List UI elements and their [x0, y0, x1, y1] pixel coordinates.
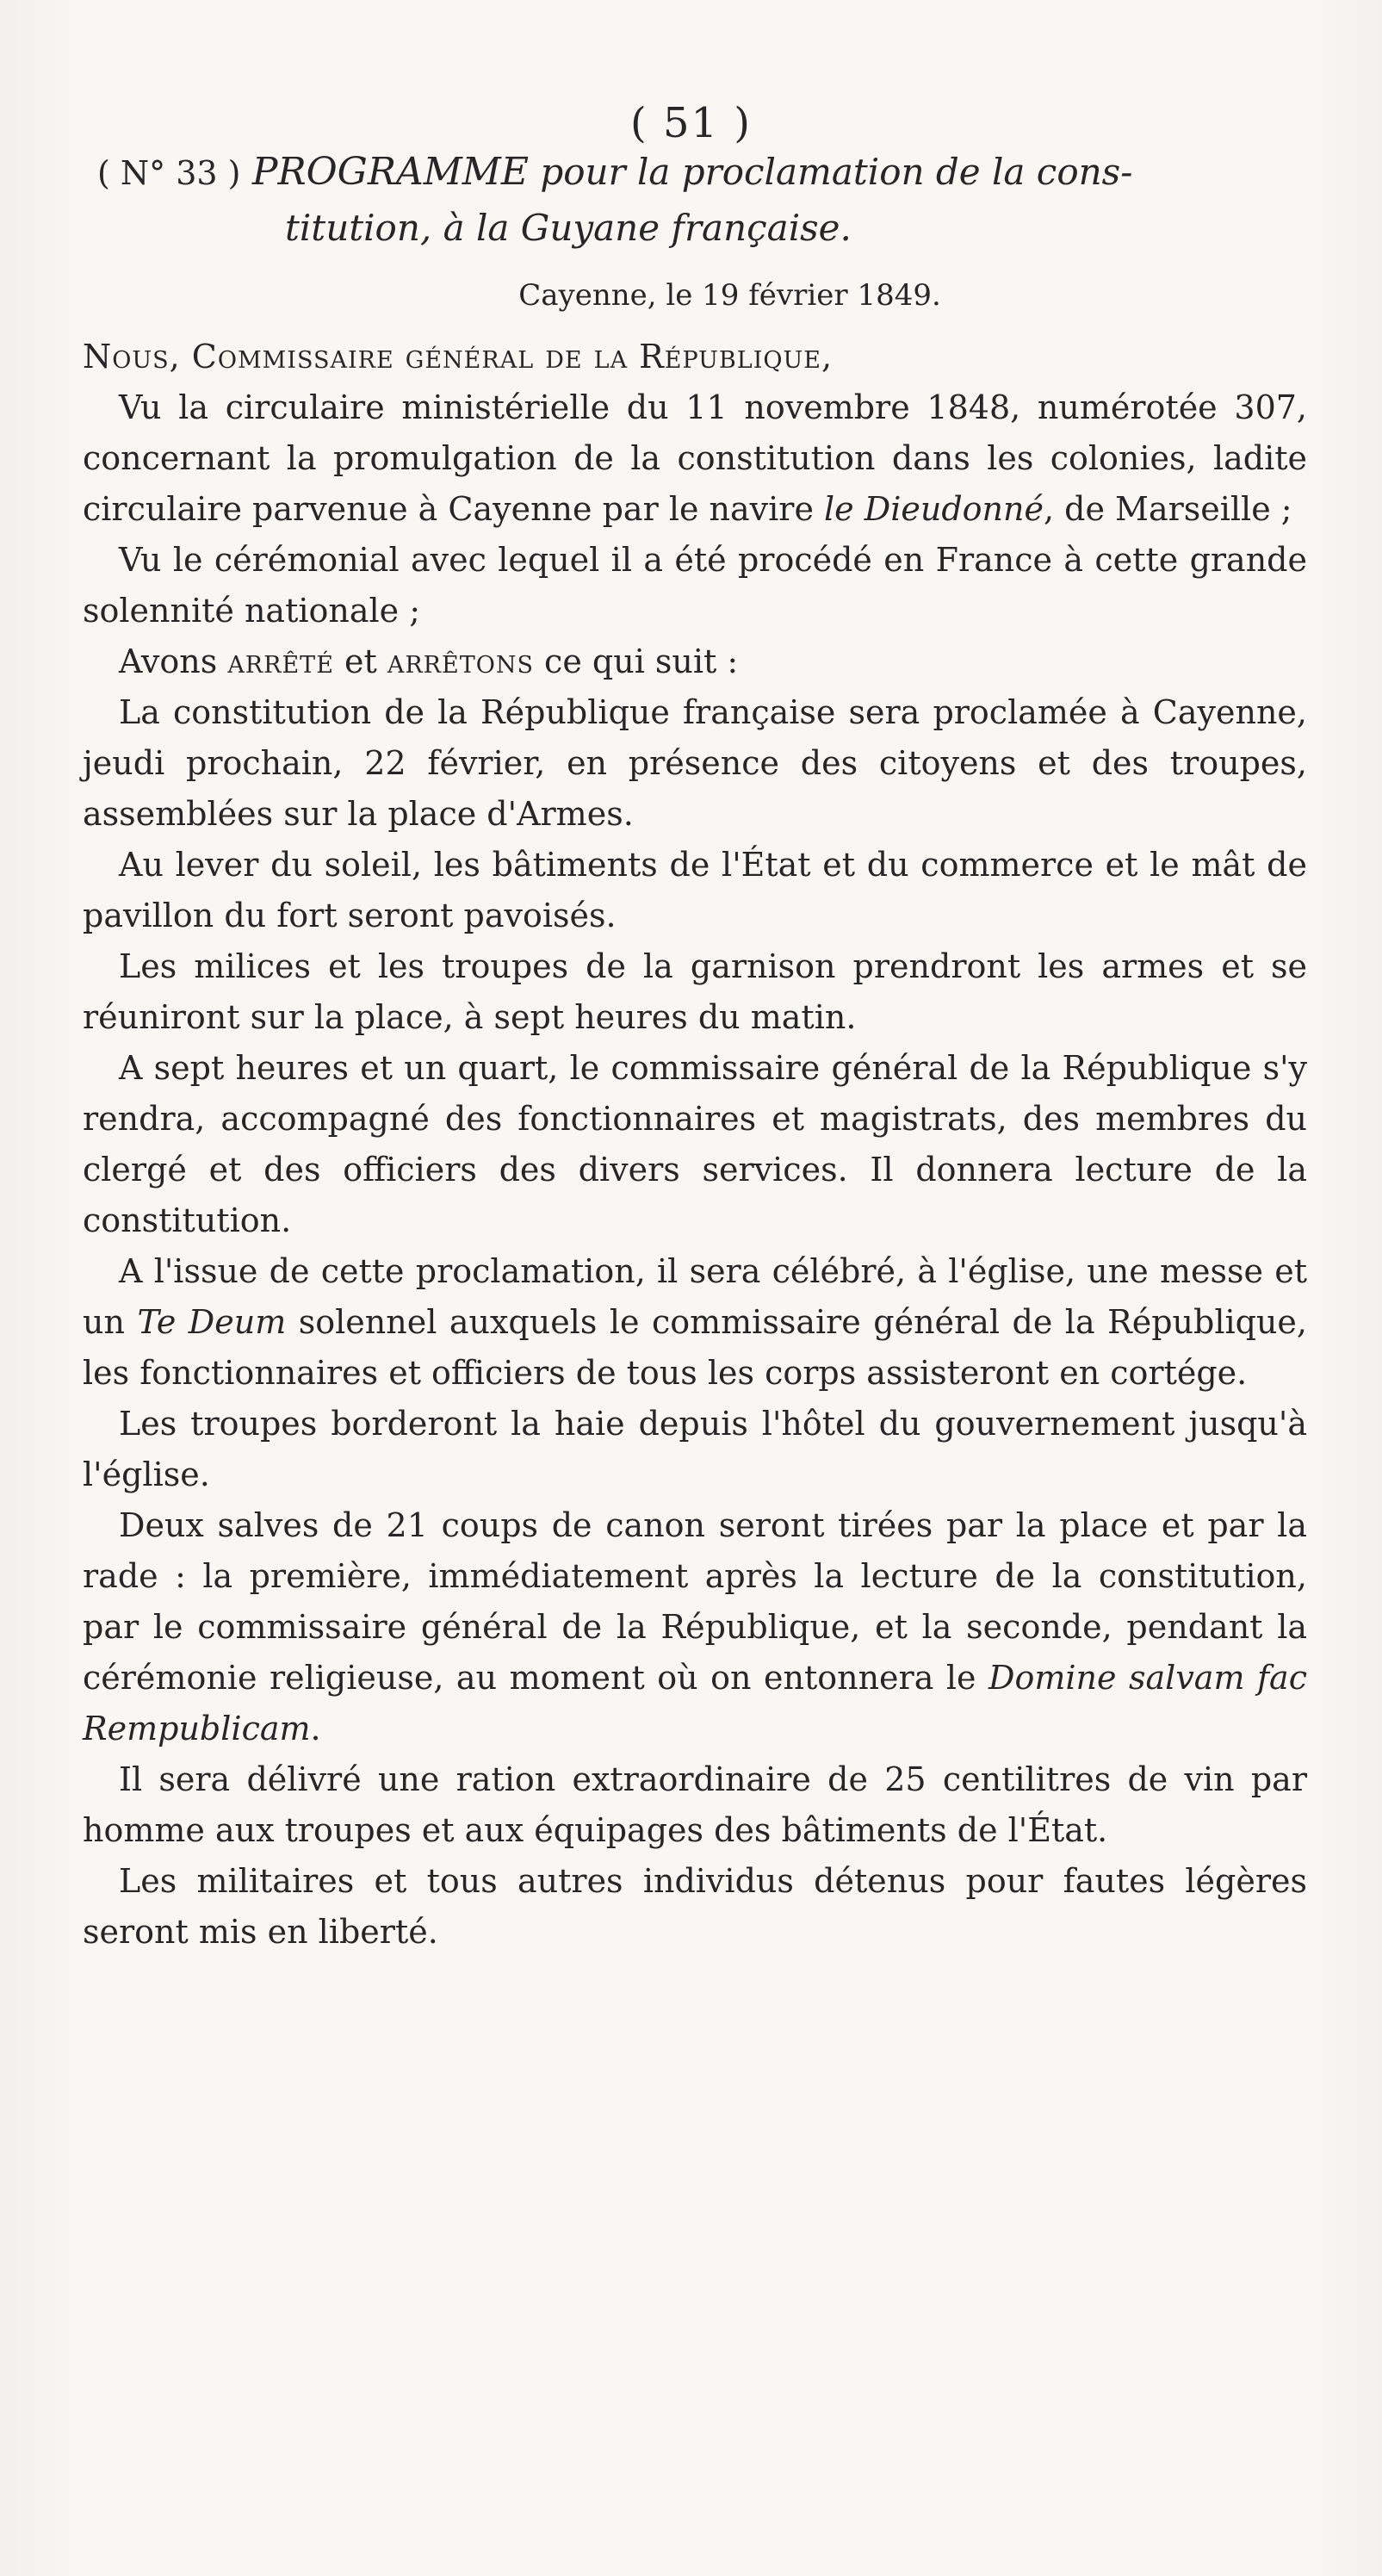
paragraph-9: Les troupes borderont la haie depuis l'hôtel du gouvernement jusqu'à l'église. — [83, 1405, 1307, 1493]
p3-end: ce qui suit : — [533, 642, 739, 680]
page-number: ( 51 ) — [629, 99, 753, 147]
p3-arretons: arrêtons — [387, 642, 534, 680]
p8-start: A l'issue de cette proclamation, il sera célébré, à l'église, une messe et un — [83, 1252, 1307, 1341]
p10-start: Deux salves de 21 coups de canon seront tirées par la place et par la rade : la première, immédiatement après la lecture de la constitution, par le commissaire général de la République, et la seconde, pendant la cérémonie religieuse, au moment où on entonnera le — [83, 1506, 1307, 1697]
dateline: Cayenne, le 19 février 1849. — [518, 278, 941, 313]
document-number: ( N° 33 ) — [97, 154, 241, 192]
heading-line-2: titution, à la Guyane française. — [285, 207, 852, 249]
paragraph-5: Au lever du soleil, les bâtiments de l'État et du commerce et le mât de pavillon du fort seront pavoisés. — [83, 846, 1307, 934]
p10-end: . — [310, 1710, 321, 1747]
p3-mid: et — [333, 642, 387, 680]
ship-name: le Dieudonné — [824, 490, 1044, 528]
heading-title: PROGRAMME — [251, 150, 529, 194]
paragraph-1 — [83, 382, 1307, 535]
heading-title-rest: pour la proclamation de la cons- — [540, 151, 1133, 193]
p3-start: Avons — [119, 642, 228, 680]
document-heading — [97, 145, 1243, 256]
paragraph-2: Vu le cérémonial avec lequel il a été procédé en France à cette grande solennité nationale ; — [83, 541, 1307, 630]
paragraph-12: Les militaires et tous autres individus détenus pour fautes légères seront mis en liberté. — [83, 1862, 1307, 1951]
document-body — [83, 332, 1307, 1958]
te-deum: Te Deum — [137, 1303, 287, 1341]
p1-text: Vu la circulaire ministérielle du 11 novembre 1848, numérotée 307, concernant la promulgation de la constitution dans les colonies, ladite circulaire parvenue à Cayenne par le navire — [83, 388, 1307, 528]
domine-salvam: Domine salvam fac Rempublicam — [83, 1659, 1307, 1747]
heading-line-1 — [97, 145, 1243, 201]
p1-end: , de Marseille ; — [1043, 490, 1292, 528]
paragraph-10 — [83, 1500, 1307, 1754]
paragraph-7: A sept heures et un quart, le commissaire général de la République s'y rendra, accompagné des fonctionnaires et magistrats, des membres du clergé et des officiers des divers services. Il donnera lecture de la constitution. — [83, 1049, 1307, 1239]
p8-end: solennel auxquels le commissaire général de la République, les fonctionnaires et officiers de tous les corps assisteront en cortége. — [83, 1303, 1307, 1392]
paragraph-6: Les milices et les troupes de la garnison prendront les armes et se réuniront sur la place, à sept heures du matin. — [83, 947, 1307, 1036]
p3-arrete: arrêté — [227, 642, 334, 680]
paragraph-11: Il sera délivré une ration extraordinaire de 25 centilitres de vin par homme aux troupes et aux équipages des bâtiments de l'État. — [83, 1760, 1307, 1849]
paragraph-8 — [83, 1246, 1307, 1399]
paragraph-4: La constitution de la République française sera proclamée à Cayenne, jeudi prochain, 22 février, en présence des citoyens et des troupes, assemblées sur la place d'Armes. — [83, 693, 1307, 833]
paragraph-3 — [83, 636, 1307, 687]
intro-line: Nous, Commissaire général de la République, — [83, 338, 834, 376]
